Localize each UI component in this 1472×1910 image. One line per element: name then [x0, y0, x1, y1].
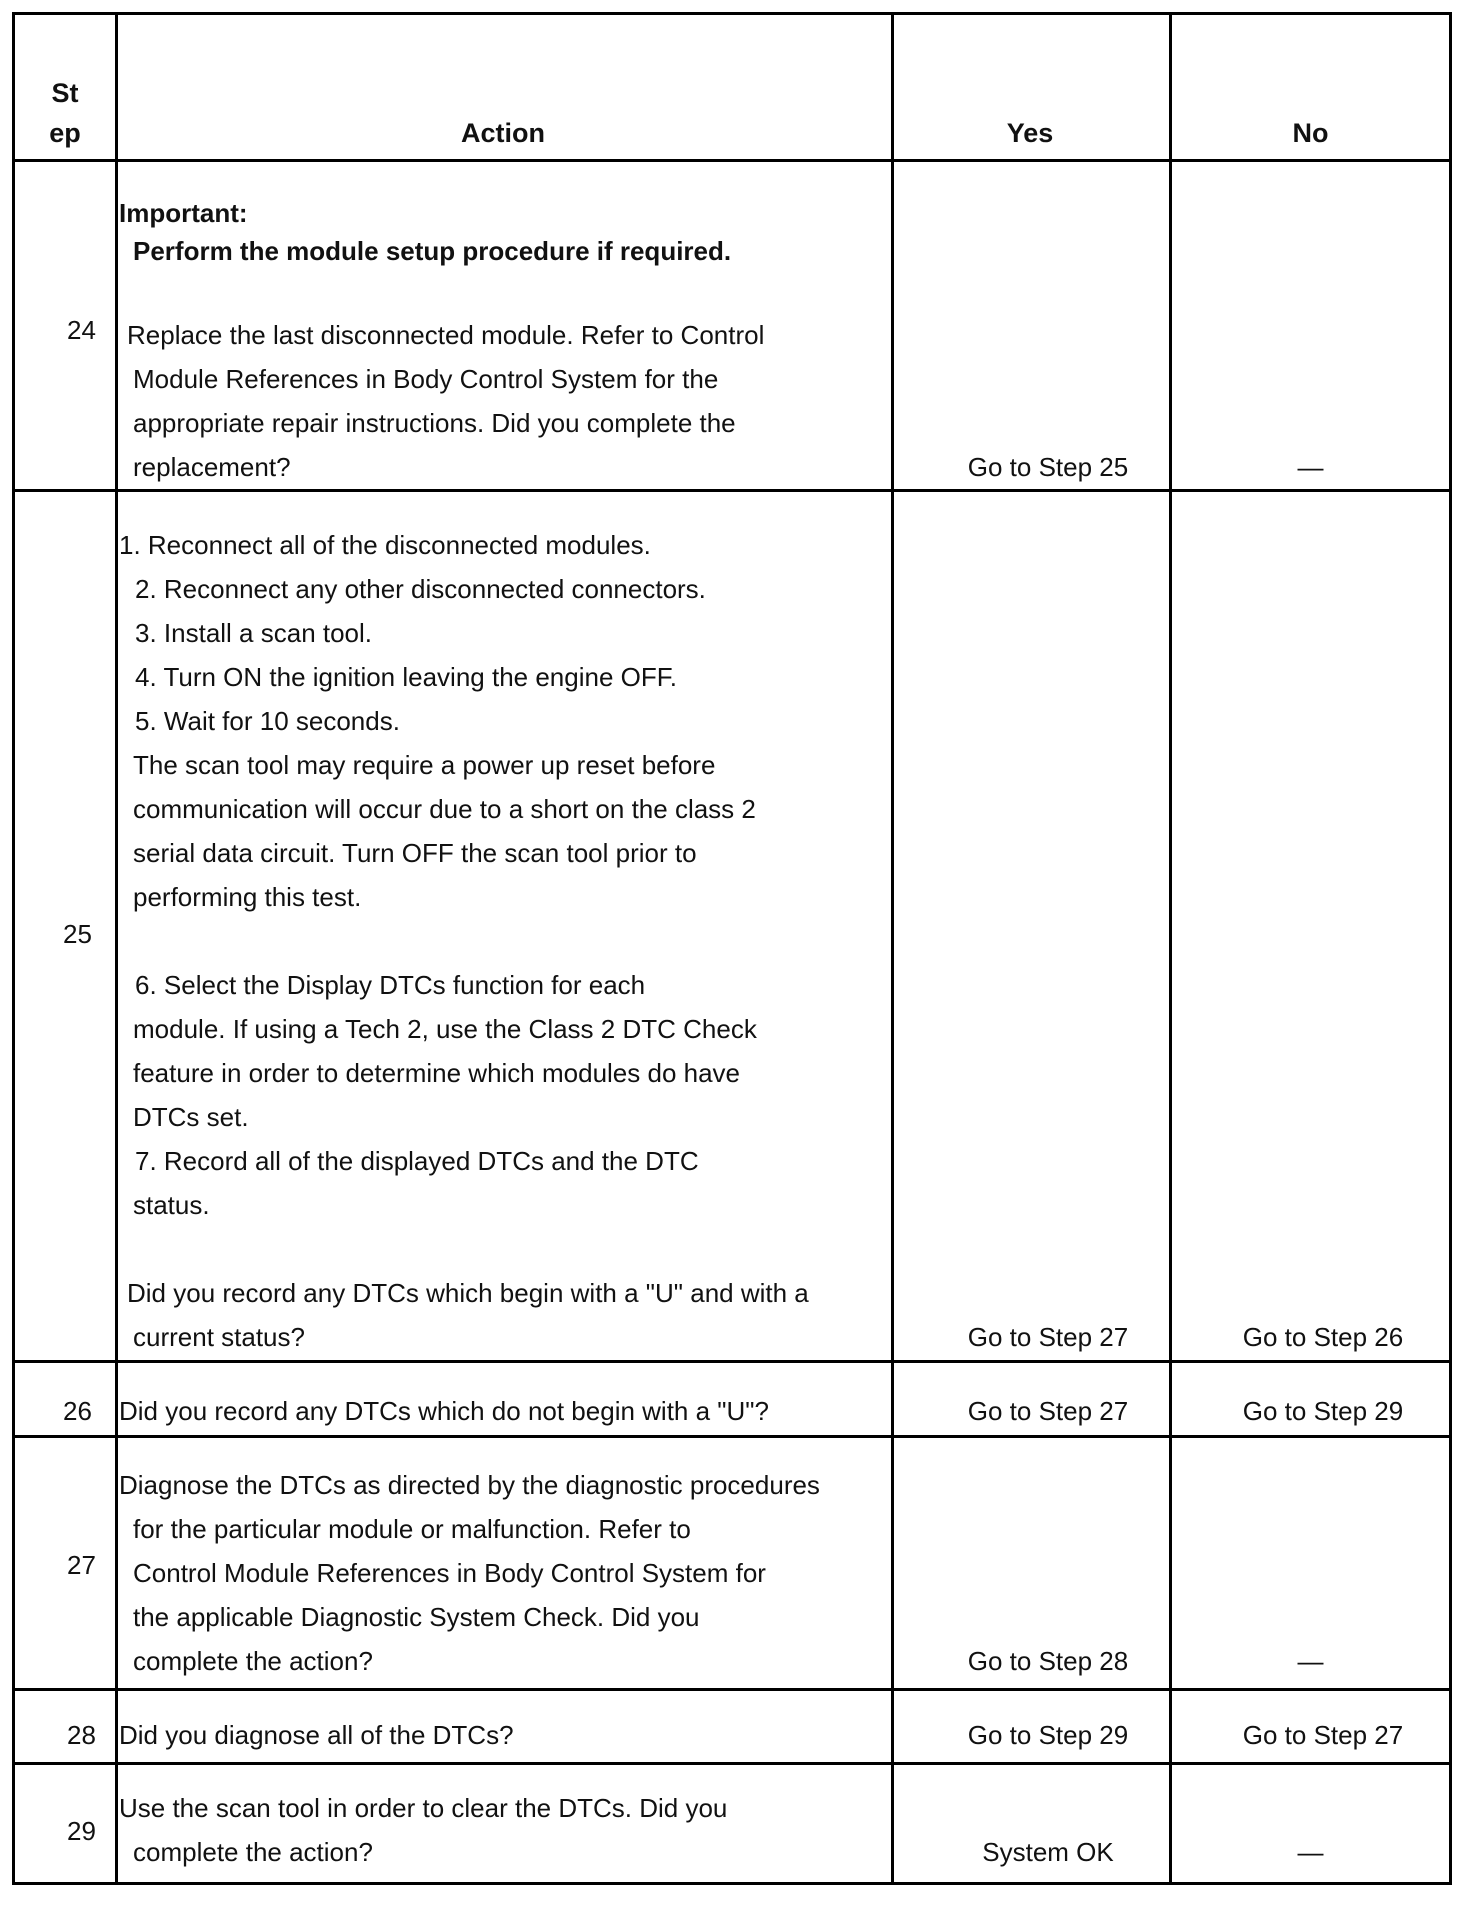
action-line: 5. Wait for 10 seconds. [135, 706, 400, 736]
important-text: Perform the module setup procedure if required. [133, 236, 732, 266]
column-divider [1169, 15, 1172, 1882]
action-line: communication will occur due to a short on the class 2 [133, 794, 756, 824]
action-line: serial data circuit. Turn OFF the scan tool prior to [133, 838, 697, 868]
row-divider [15, 1360, 1449, 1363]
action-line: Replace the last disconnected module. Refer to Control [127, 320, 765, 350]
action-line: current status? [133, 1322, 305, 1352]
header-step-line1: St [51, 78, 79, 108]
action-line: 6. Select the Display DTCs function for each [135, 970, 646, 1000]
action-line: status. [133, 1190, 210, 1220]
step-number: 29 [67, 1816, 96, 1846]
action-line: 3. Install a scan tool. [135, 618, 373, 648]
yes-result: Go to Step 28 [967, 1646, 1129, 1676]
yes-result: Go to Step 29 [967, 1720, 1129, 1750]
step-number: 27 [67, 1550, 96, 1580]
action-line: for the particular module or malfunction. Refer to [133, 1514, 691, 1544]
action-line: feature in order to determine which modules do have [133, 1058, 741, 1088]
action-line: Did you diagnose all of the DTCs? [119, 1720, 514, 1750]
action-line: Use the scan tool in order to clear the DTCs. Did you [119, 1793, 728, 1823]
action-line: complete the action? [133, 1837, 373, 1867]
row-divider [15, 1688, 1449, 1691]
action-line: replacement? [133, 452, 291, 482]
no-result: — [1297, 1837, 1324, 1867]
step-number: 25 [63, 919, 92, 949]
action-line: appropriate repair instructions. Did you complete the [133, 408, 736, 438]
step-number: 28 [67, 1720, 96, 1750]
yes-result: Go to Step 25 [967, 452, 1129, 482]
action-line: 7. Record all of the displayed DTCs and the DTC [135, 1146, 699, 1176]
yes-result: Go to Step 27 [967, 1322, 1129, 1352]
action-line: 4. Turn ON the ignition leaving the engine OFF. [135, 662, 677, 692]
action-line: DTCs set. [133, 1102, 249, 1132]
header-action: Action [461, 118, 545, 148]
no-result: — [1297, 1646, 1324, 1676]
no-result: Go to Step 29 [1242, 1396, 1404, 1426]
yes-result: Go to Step 27 [967, 1396, 1129, 1426]
action-line: Module References in Body Control System for the [133, 364, 719, 394]
step-number: 26 [63, 1396, 92, 1426]
action-line: the applicable Diagnostic System Check. Did you [133, 1602, 700, 1632]
action-line: Control Module References in Body Control System for [133, 1558, 766, 1588]
action-line: Did you record any DTCs which do not begin with a "U"? [119, 1396, 769, 1426]
no-result: — [1297, 452, 1324, 482]
action-line: Diagnose the DTCs as directed by the diagnostic procedures [119, 1470, 820, 1500]
row-divider [15, 159, 1449, 162]
diagnostic-table [12, 12, 1452, 1885]
action-line: complete the action? [133, 1646, 373, 1676]
important-label: Important: [119, 198, 248, 228]
row-divider [15, 489, 1449, 492]
action-line: performing this test. [133, 882, 362, 912]
header-no: No [1292, 118, 1329, 148]
action-line: The scan tool may require a power up reset before [133, 750, 716, 780]
row-divider [15, 1762, 1449, 1765]
action-line: Did you record any DTCs which begin with a "U" and with a [127, 1278, 809, 1308]
header-step-line2: ep [49, 118, 81, 148]
action-line: 1. Reconnect all of the disconnected modules. [119, 530, 651, 560]
step-number: 24 [67, 315, 96, 345]
row-divider [15, 1435, 1449, 1438]
header-yes: Yes [1006, 118, 1054, 148]
column-divider [115, 15, 118, 1882]
yes-result: System OK [982, 1837, 1114, 1867]
column-divider [891, 15, 894, 1882]
no-result: Go to Step 26 [1242, 1322, 1404, 1352]
action-line: module. If using a Tech 2, use the Class 2 DTC Check [133, 1014, 757, 1044]
no-result: Go to Step 27 [1242, 1720, 1404, 1750]
action-line: 2. Reconnect any other disconnected connectors. [135, 574, 706, 604]
